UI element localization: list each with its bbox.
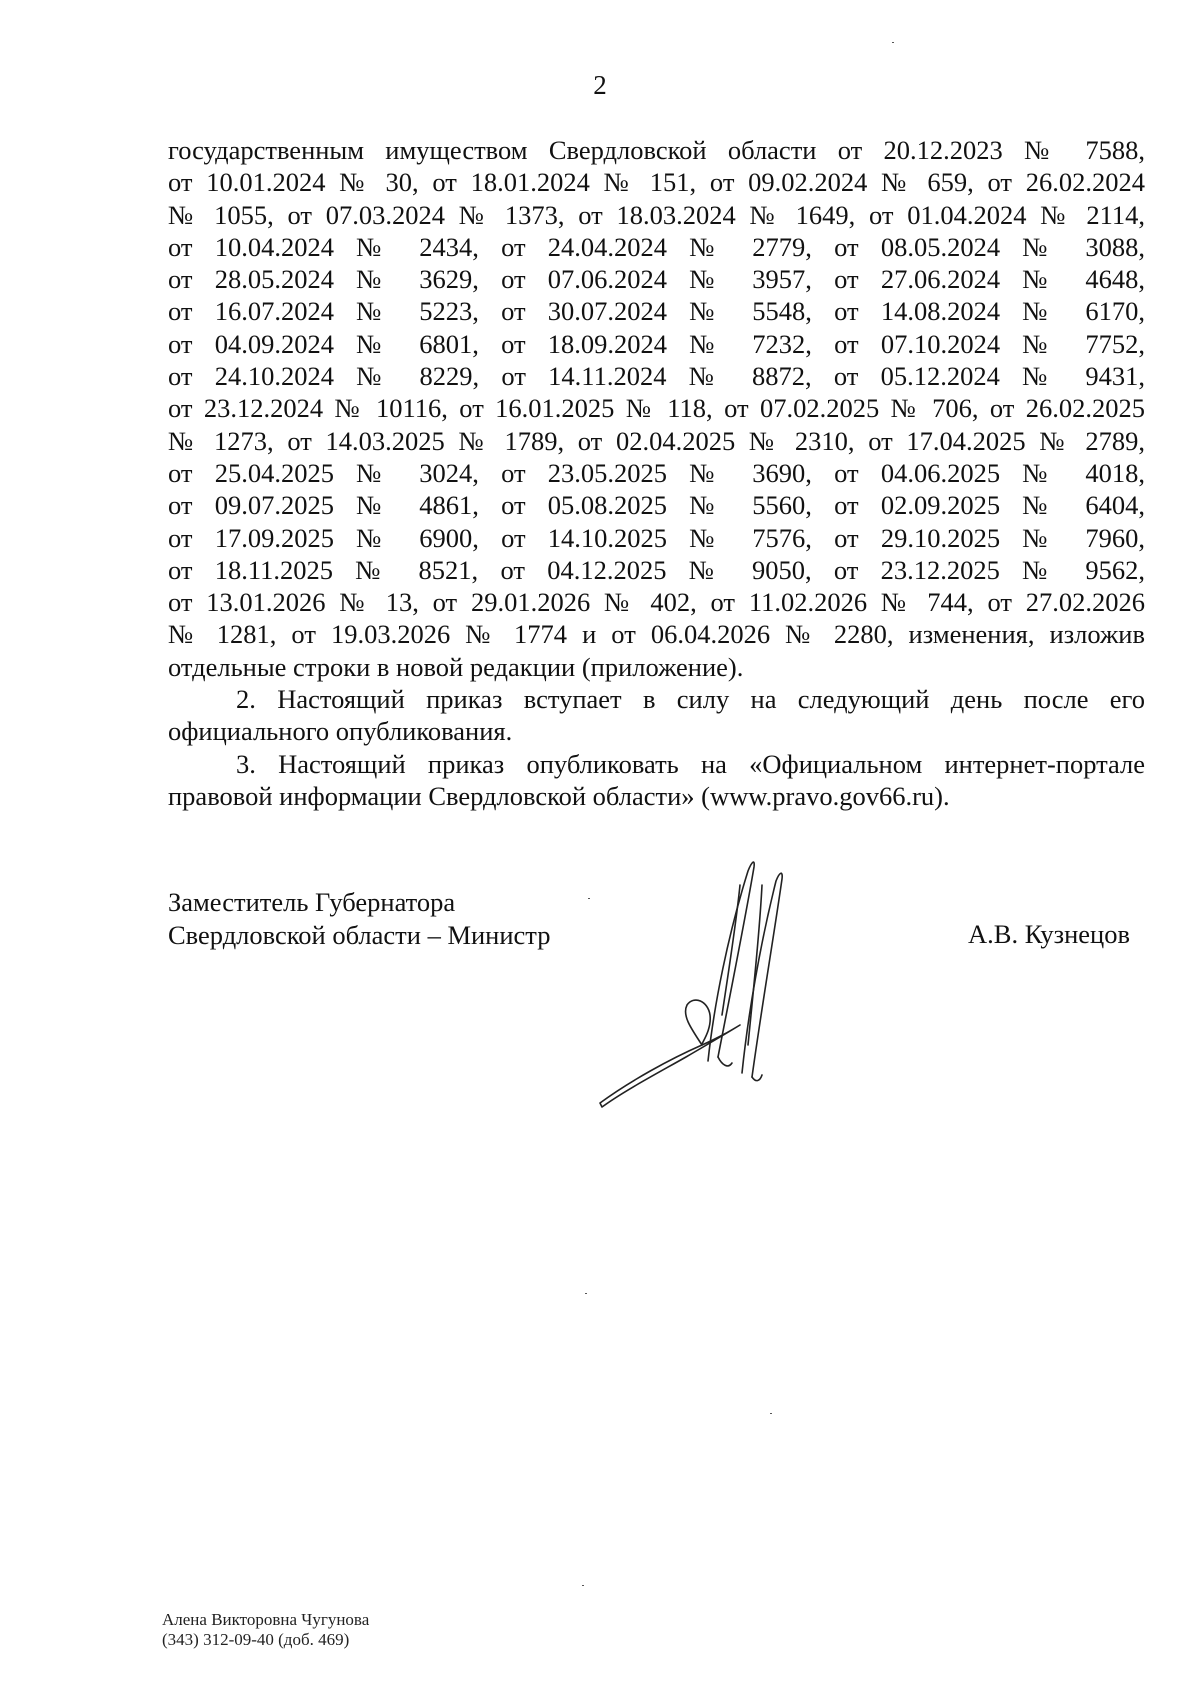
signer-title-line-1: Заместитель Губернатора: [168, 887, 456, 917]
body-line: от 16.07.2024 № 5223, от 30.07.2024 № 5548, от 14.08.2024 № 6170,: [168, 296, 1145, 327]
body-line: отдельные строки в новой редакции (приложение).: [168, 651, 744, 682]
scan-speck: [892, 42, 894, 43]
signer-title-line-2: Свердловской области – Министр: [168, 920, 551, 950]
body-line: № 1055, от 07.03.2024 № 1373, от 18.03.2024 № 1649, от 01.04.2024 № 2114,: [168, 199, 1145, 230]
scan-speck: [588, 898, 590, 899]
scan-speck: [585, 1293, 587, 1294]
paragraph-2: 2. Настоящий приказ вступает в силу на следующий день после его официального опубликования.: [168, 684, 1145, 747]
body-line: № 1281, от 19.03.2026 № 1774 и от 06.04.2026 № 2280, изменения, изложив: [168, 619, 1145, 650]
scan-speck: [582, 1585, 584, 1586]
page-number: 2: [593, 70, 607, 100]
body-line: от 04.09.2024 № 6801, от 18.09.2024 № 7232, от 07.10.2024 № 7752,: [168, 328, 1145, 359]
executor-phone: (343) 312-09-40 (доб. 469): [162, 1630, 350, 1649]
body-line: от 10.01.2024 № 30, от 18.01.2024 № 151, от 09.02.2024 № 659, от 26.02.2024: [168, 167, 1145, 198]
signer-name: А.В. Кузнецов: [968, 919, 1130, 949]
body-line: от 10.04.2024 № 2434, от 24.04.2024 № 2779, от 08.05.2024 № 3088,: [168, 231, 1145, 262]
order-body: [168, 134, 1145, 812]
scan-speck: [770, 1413, 772, 1414]
handwritten-signature: [590, 845, 850, 1115]
executor-info: [162, 1610, 369, 1650]
body-line: от 28.05.2024 № 3629, от 07.06.2024 № 3957, от 27.06.2024 № 4648,: [168, 264, 1145, 295]
body-line: от 17.09.2025 № 6900, от 14.10.2025 № 7576, от 29.10.2025 № 7960,: [168, 522, 1145, 553]
signer-title: [168, 886, 550, 952]
body-line: № 1273, от 14.03.2025 № 1789, от 02.04.2025 № 2310, от 17.04.2025 № 2789,: [168, 425, 1145, 456]
body-line: от 18.11.2025 № 8521, от 04.12.2025 № 9050, от 23.12.2025 № 9562,: [168, 554, 1145, 585]
body-line: от 25.04.2025 № 3024, от 23.05.2025 № 3690, от 04.06.2025 № 4018,: [168, 457, 1145, 488]
body-line: от 24.10.2024 № 8229, от 14.11.2024 № 8872, от 05.12.2024 № 9431,: [168, 361, 1145, 392]
executor-name: Алена Викторовна Чугунова: [162, 1610, 370, 1629]
paragraph-3: 3. Настоящий приказ опубликовать на «Официальном интернет-портале правовой информации Свердловской области» (www.pravo.gov66.ru).: [168, 748, 1145, 811]
body-line: от 23.12.2024 № 10116, от 16.01.2025 № 118, от 07.02.2025 № 706, от 26.02.2025: [168, 393, 1145, 424]
body-line: от 09.07.2025 № 4861, от 05.08.2025 № 5560, от 02.09.2025 № 6404,: [168, 490, 1145, 521]
body-line: от 13.01.2026 № 13, от 29.01.2026 № 402, от 11.02.2026 № 744, от 27.02.2026: [168, 587, 1145, 618]
body-line: государственным имуществом Свердловской области от 20.12.2023 № 7588,: [168, 135, 1145, 165]
